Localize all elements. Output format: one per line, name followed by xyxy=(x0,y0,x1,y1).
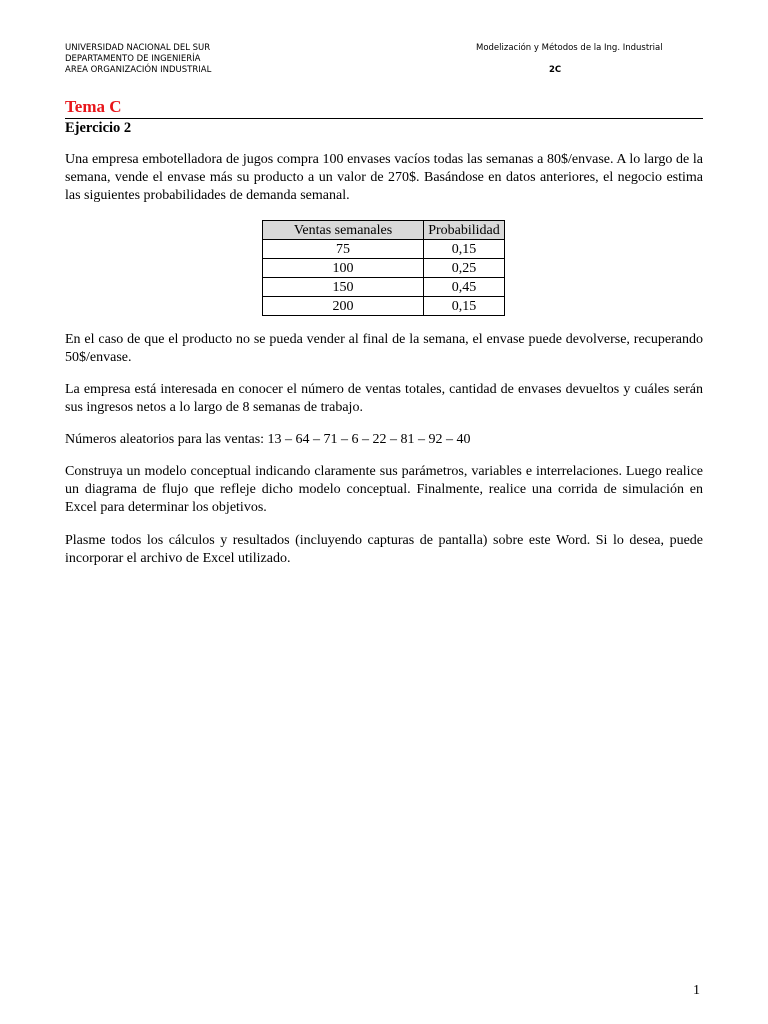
random-numbers-paragraph: Números aleatorios para las ventas: 13 – 64 – 71 – 6 – 22 – 81 – 92 – 40 xyxy=(65,432,471,447)
course-code: 2C xyxy=(549,65,562,75)
probabilidad-cell: 0,45 xyxy=(424,278,505,297)
ventas-cell: 100 xyxy=(263,259,424,278)
submission-paragraph: Plasme todos los cálculos y resultados (incluyendo capturas de pantalla) sobre este Word. Si lo desea, puede incorporar el archivo de Excel utilizado. xyxy=(65,533,703,566)
university-name: UNIVERSIDAD NACIONAL DEL SUR xyxy=(65,43,211,53)
area-name: AREA ORGANIZACIÓN INDUSTRIAL xyxy=(65,65,212,75)
ventas-cell: 150 xyxy=(263,278,424,297)
topic-title: Tema C xyxy=(65,97,122,116)
table-row xyxy=(263,297,505,316)
interest-paragraph: La empresa está interesada en conocer el número de ventas totales, cantidad de envases devueltos y cuáles serán sus ingresos netos a lo largo de 8 semanas de trabajo. xyxy=(65,382,703,415)
page-number: 1 xyxy=(693,983,700,998)
return-paragraph: En el caso de que el producto no se pueda vender al final de la semana, el envase puede devolverse, recuperando 50$/envase. xyxy=(65,332,703,365)
course-name: Modelización y Métodos de la Ing. Industrial xyxy=(476,43,663,53)
intro-paragraph: Una empresa embotelladora de jugos compra 100 envases vacíos todas las semanas a 80$/envase. A lo largo de la semana, vende el envase más su producto a un valor de 270$. Basándose en datos anteriores, el negocio estima las siguientes probabilidades de demanda semanal. xyxy=(65,152,703,203)
header-ventas: Ventas semanales xyxy=(263,221,424,240)
exercise-title: Ejercicio 2 xyxy=(65,120,132,136)
model-instructions-paragraph: Construya un modelo conceptual indicando claramente sus parámetros, variables e interrelaciones. Luego realice un diagrama de flujo que refleje dicho modelo conceptual. Finalmente, realice una corrida de simulación en Excel para determinar los objetivos. xyxy=(65,464,703,515)
demand-probability-table xyxy=(262,220,505,316)
table-row xyxy=(263,278,505,297)
title-divider xyxy=(65,118,703,119)
table-header-row xyxy=(263,221,505,240)
probabilidad-cell: 0,15 xyxy=(424,297,505,316)
header-probabilidad: Probabilidad xyxy=(424,221,505,240)
ventas-cell: 75 xyxy=(263,240,424,259)
department-name: DEPARTAMENTO DE INGENIERÍA xyxy=(65,54,201,64)
institution-header xyxy=(65,43,211,76)
probabilidad-cell: 0,15 xyxy=(424,240,505,259)
probabilidad-cell: 0,25 xyxy=(424,259,505,278)
ventas-cell: 200 xyxy=(263,297,424,316)
table-row xyxy=(263,259,505,278)
table-row xyxy=(263,240,505,259)
